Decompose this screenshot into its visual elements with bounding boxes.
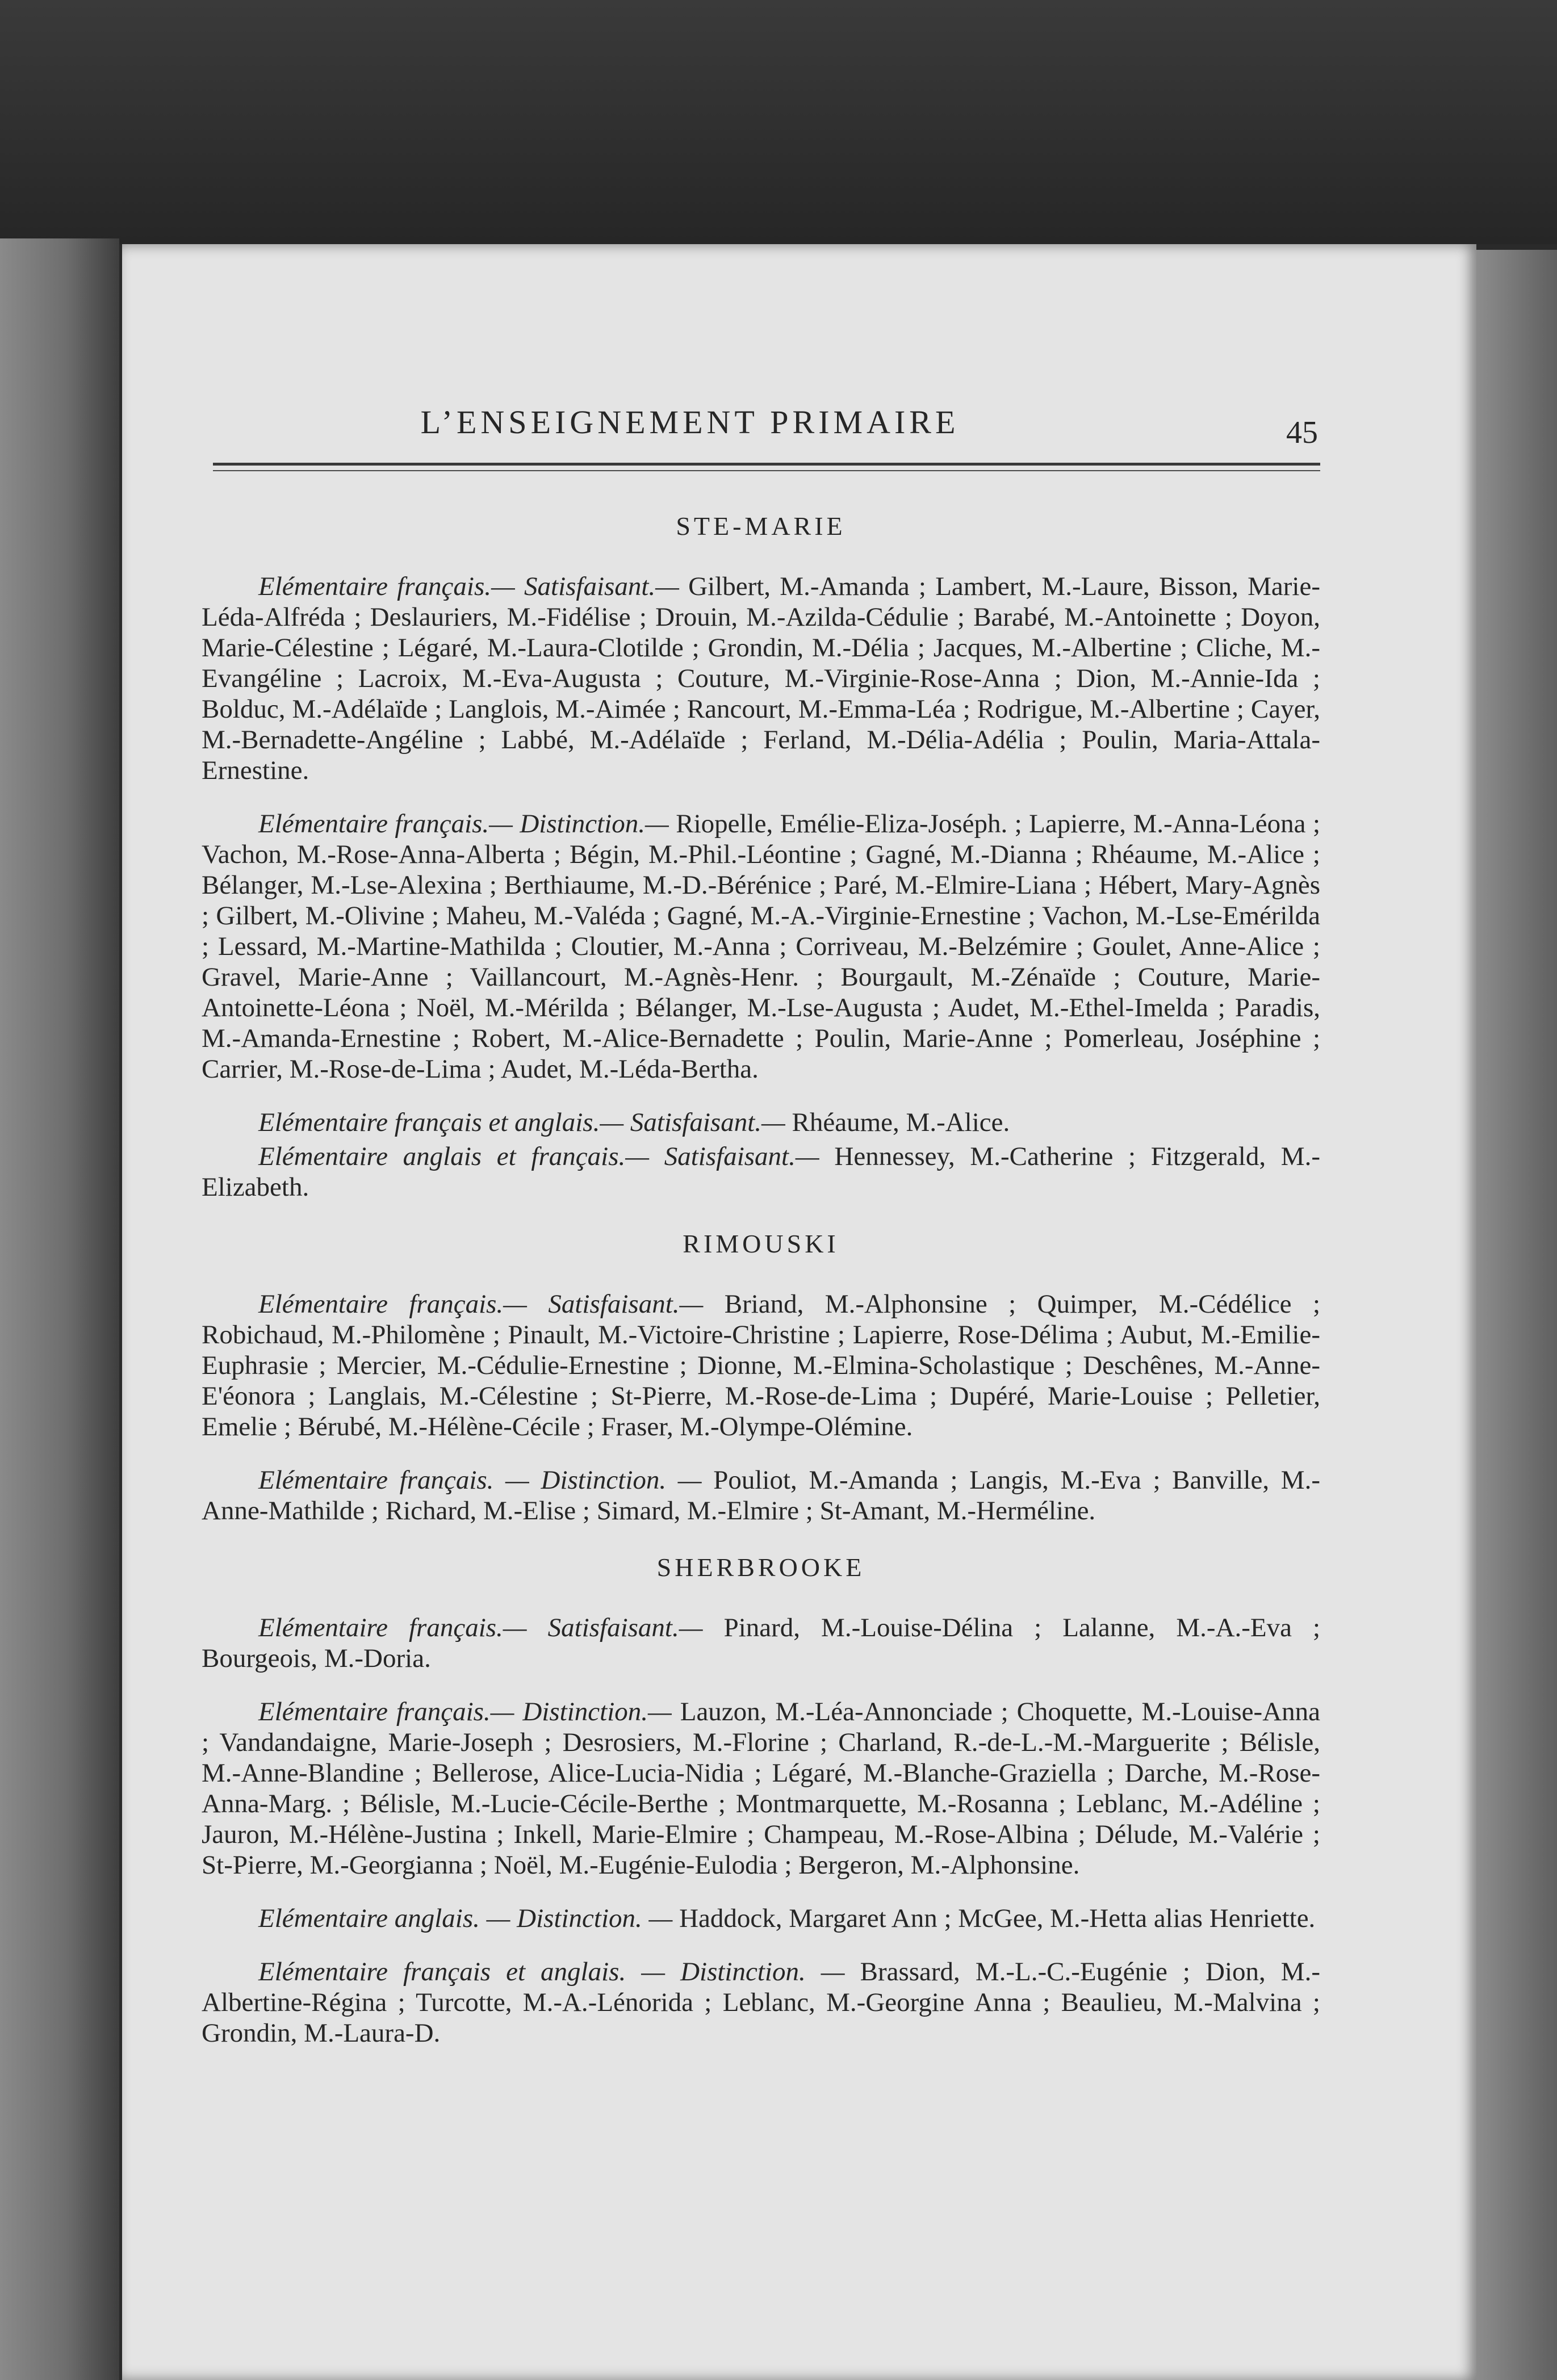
entry-ste-marie-francais-distinction xyxy=(202,808,1320,1084)
document-page xyxy=(122,244,1476,2380)
entry-ste-marie-anglais-francais-satisfaisant xyxy=(202,1141,1320,1202)
entry-sherbrooke-francais-anglais-distinction xyxy=(202,1956,1320,2048)
entry-category: Elémentaire français.— Distinction.— xyxy=(258,809,669,839)
entry-sherbrooke-francais-distinction xyxy=(202,1696,1320,1880)
page-number: 45 xyxy=(1286,415,1318,450)
entry-category: Elémentaire français.— Distinction.— xyxy=(258,1697,672,1727)
entry-names: Riopelle, Emélie-Eliza-Joséph. ; Lapierre, M.-Anna-Léona ; Vachon, M.-Rose-Anna-Alberta ; Bégin, M.-Phil.-Léontine ; Gagné, M.-Dianna ; Rhéaume, M.-Alice ; Bélanger, M.-Lse-Alexina ; Berthiaume, M.-D.-Bérénice ; Paré, M.-Elmire-Liana ; Hébert, Mary-Agnès ; Gilbert, M.-Olivine ; Maheu, M.-Valéda ; Gagné, M.-A.-Virginie-Ernestine ; Vachon, M.-Lse-Emérilda ; Lessard, M.-Martine-Mathilda ; Cloutier, M.-Anna ; Corriveau, M.-Belzémire ; Goulet, Anne-Alice ; Gravel, Marie-Anne ; Vaillancourt, M.-Agnès-Henr. ; Bourgault, M.-Zénaïde ; Couture, Marie-Antoinette-Léona ; Noël, M.-Mérilda ; Bélanger, M.-Lse-Augusta ; Audet, M.-Ethel-Imelda ; Paradis, M.-Amanda-Ernestine ; Robert, M.-Alice-Bernadette ; Poulin, Marie-Anne ; Pomerleau, Joséphine ; Carrier, M.-Rose-de-Lima ; Audet, M.-Léda-Bertha. xyxy=(202,809,1320,1084)
entry-names: Hennessey, M.-Catherine ; Fitzgerald, M.-Elizabeth. xyxy=(202,1142,1320,1202)
entry-names: Briand, M.-Alphonsine ; Quimper, M.-Cédélice ; Robichaud, M.-Philomène ; Pinault, M.-Victoire-Christine ; Lapierre, Rose-Délima ; Aubut, M.-Emilie-Euphrasie ; Mercier, M.-Cédulie-Ernestine ; Dionne, M.-Elmina-Scholastique ; Deschênes, M.-Anne-E'éonora ; Langlais, M.-Célestine ; St-Pierre, M.-Rose-de-Lima ; Dupéré, Marie-Louise ; Pelletier, Emelie ; Bérubé, M.-Hélène-Cécile ; Fraser, M.-Olympe-Olémine. xyxy=(202,1289,1321,1442)
entry-names: Lauzon, M.-Léa-Annonciade ; Choquette, M.-Louise-Anna ; Vandandaigne, Marie-Joseph ; Desrosiers, M.-Florine ; Charland, R.-de-L.-M.-Marguerite ; Bélisle, M.-Anne-Blandine ; Bellerose, Alice-Lucia-Nidia ; Légaré, M.-Blanche-Graziella ; Darche, M.-Rose-Anna-Marg. ; Bélisle, M.-Lucie-Cécile-Berthe ; Montmarquette, M.-Rosanna ; Leblanc, M.-Adéline ; Jauron, M.-Hélène-Justina ; Inkell, Marie-Elmire ; Champeau, M.-Rose-Albina ; Délude, M.-Valérie ; St-Pierre, M.-Georgianna ; Noël, M.-Eugénie-Eulodia ; Bergeron, M.-Alphonsine. xyxy=(202,1697,1320,1880)
section-heading-sherbrooke: SHERBROOKE xyxy=(656,1553,865,1582)
section-heading-ste-marie: STE-MARIE xyxy=(676,512,846,540)
running-title: L’ENSEIGNEMENT PRIMAIRE xyxy=(420,404,960,441)
entry-names: Pouliot, M.-Amanda ; Langis, M.-Eva ; Banville, M.-Anne-Mathilde ; Richard, M.-Elise ; Simard, M.-Elmire ; St-Amant, M.-Herméline. xyxy=(202,1465,1320,1526)
entry-category: Elémentaire anglais. — Distinction. — xyxy=(258,1904,673,1933)
page-body xyxy=(202,511,1320,2071)
entry-rimouski-francais-distinction xyxy=(202,1465,1320,1526)
entry-names: Rhéaume, M.-Alice. xyxy=(792,1108,1010,1137)
left-page-edge xyxy=(0,238,119,2380)
entry-category: Elémentaire français. — Distinction. — xyxy=(258,1465,702,1495)
entry-names: Brassard, M.-L.-C.-Eugénie ; Dion, M.-Albertine-Régina ; Turcotte, M.-A.-Lénorida ; Leblanc, M.-Georgine Anna ; Beaulieu, M.-Malvina ; Grondin, M.-Laura-D. xyxy=(202,1957,1320,2048)
entry-category: Elémentaire français et anglais.— Satisfaisant.— xyxy=(258,1108,785,1137)
entry-category: Elémentaire français et anglais. — Distinction. — xyxy=(258,1957,845,1987)
entry-ste-marie-francais-anglais-satisfaisant xyxy=(202,1107,1320,1138)
entry-category: Elémentaire anglais et français.— Satisfaisant.— xyxy=(258,1142,819,1171)
entry-sherbrooke-anglais-distinction xyxy=(202,1903,1320,1934)
right-scan-edge xyxy=(1476,250,1557,2380)
entry-ste-marie-francais-satisfaisant xyxy=(202,571,1320,786)
header-rule-thin xyxy=(213,470,1320,471)
entry-names: Pinard, M.-Louise-Délina ; Lalanne, M.-A.-Eva ; Bourgeois, M.-Doria. xyxy=(202,1613,1321,1673)
section-heading-rimouski: RIMOUSKI xyxy=(683,1229,839,1258)
entry-sherbrooke-francais-satisfaisant xyxy=(202,1612,1320,1674)
entry-rimouski-francais-satisfaisant xyxy=(202,1289,1320,1442)
entry-names: Haddock, Margaret Ann ; McGee, M.-Hetta alias Henriette. xyxy=(679,1904,1316,1933)
entry-names: Gilbert, M.-Amanda ; Lambert, M.-Laure, Bisson, Marie-Léda-Alfréda ; Deslauriers, M.-Fidélise ; Drouin, M.-Azilda-Cédulie ; Barabé, M.-Antoinette ; Doyon, Marie-Célestine ; Légaré, M.-Laura-Clotilde ; Grondin, M.-Délia ; Jacques, M.-Albertine ; Cliche, M.-Evangéline ; Lacroix, M.-Eva-Augusta ; Couture, M.-Virginie-Rose-Anna ; Dion, M.-Annie-Ida ; Bolduc, M.-Adélaïde ; Langlois, M.-Aimée ; Rancourt, M.-Emma-Léa ; Rodrigue, M.-Albertine ; Cayer, M.-Bernadette-Angéline ; Labbé, M.-Adélaïde ; Ferland, M.-Délia-Adélia ; Poulin, Maria-Attala-Ernestine. xyxy=(202,572,1321,785)
entry-category: Elémentaire français.— Satisfaisant.— xyxy=(258,572,679,601)
scan-background-top xyxy=(0,0,1557,244)
entry-category: Elémentaire français.— Satisfaisant.— xyxy=(258,1613,703,1642)
header-rule xyxy=(213,463,1320,466)
entry-category: Elémentaire français.— Satisfaisant.— xyxy=(258,1289,704,1319)
